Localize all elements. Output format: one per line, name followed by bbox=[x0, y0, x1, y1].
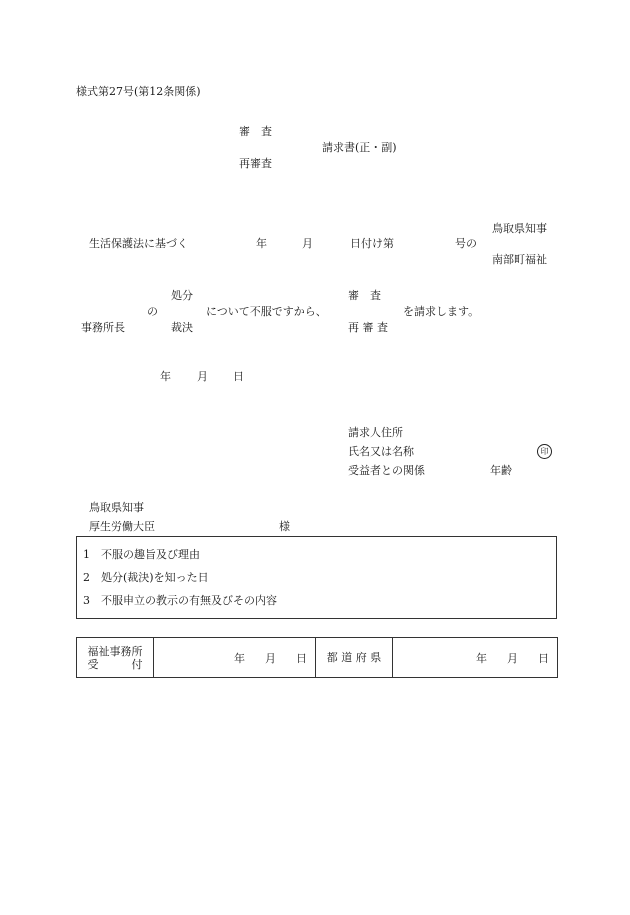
form-number: 様式第27号(第12条関係) bbox=[76, 85, 201, 98]
objection-text: について不服ですから、 bbox=[206, 305, 327, 318]
request-suffix: を請求します。 bbox=[403, 305, 480, 318]
year-label: 年 bbox=[256, 237, 267, 250]
applicant-relation-label: 受益者との関係 bbox=[348, 464, 425, 477]
particle-no: の bbox=[147, 305, 158, 318]
page-title: 請求書(正・副) bbox=[322, 141, 397, 154]
receipt-table bbox=[76, 637, 558, 678]
prefecture-receipt-date: 年 月 日 bbox=[393, 638, 558, 678]
request-reexamination: 再 審 査 bbox=[348, 321, 388, 334]
type-disposition: 処分 bbox=[171, 289, 193, 302]
date-day: 日 bbox=[233, 370, 244, 383]
date-number-label: 日付け第 bbox=[350, 237, 394, 250]
seal-icon: 印 bbox=[537, 444, 552, 459]
title-option-reexamination: 再審査 bbox=[239, 157, 272, 170]
title-option-examination: 審 査 bbox=[239, 125, 272, 138]
date-year: 年 bbox=[160, 370, 171, 383]
law-basis-text: 生活保護法に基づく bbox=[89, 237, 188, 250]
request-examination: 審 査 bbox=[348, 289, 381, 302]
office-receipt-label: 福祉事務所 受 付 bbox=[77, 638, 154, 678]
number-suffix-label: 号の bbox=[455, 237, 477, 250]
addressee-honorific: 様 bbox=[279, 520, 290, 533]
issuer-welfare-office: 南部町福祉 bbox=[492, 253, 547, 266]
month-label: 月 bbox=[302, 237, 313, 250]
applicant-address-label: 請求人住所 bbox=[348, 426, 403, 439]
applicant-age-label: 年齢 bbox=[490, 464, 512, 477]
issuer-office-head: 事務所長 bbox=[81, 321, 125, 334]
reason-item: 2 処分(裁決)を知った日 bbox=[83, 571, 209, 584]
prefecture-label: 都 道 府 県 bbox=[316, 638, 393, 678]
applicant-name-label: 氏名又は名称 bbox=[348, 445, 414, 458]
issuer-governor: 鳥取県知事 bbox=[492, 222, 547, 235]
addressee-governor: 鳥取県知事 bbox=[89, 501, 144, 514]
reason-item: 3 不服申立の教示の有無及びその内容 bbox=[83, 594, 277, 607]
date-month: 月 bbox=[197, 370, 208, 383]
type-decision: 裁決 bbox=[171, 321, 193, 334]
reason-item: 1 不服の趣旨及び理由 bbox=[83, 548, 200, 561]
reasons-box bbox=[76, 536, 557, 619]
office-receipt-date: 年 月 日 bbox=[154, 638, 316, 678]
addressee-minister: 厚生労働大臣 bbox=[89, 520, 155, 533]
